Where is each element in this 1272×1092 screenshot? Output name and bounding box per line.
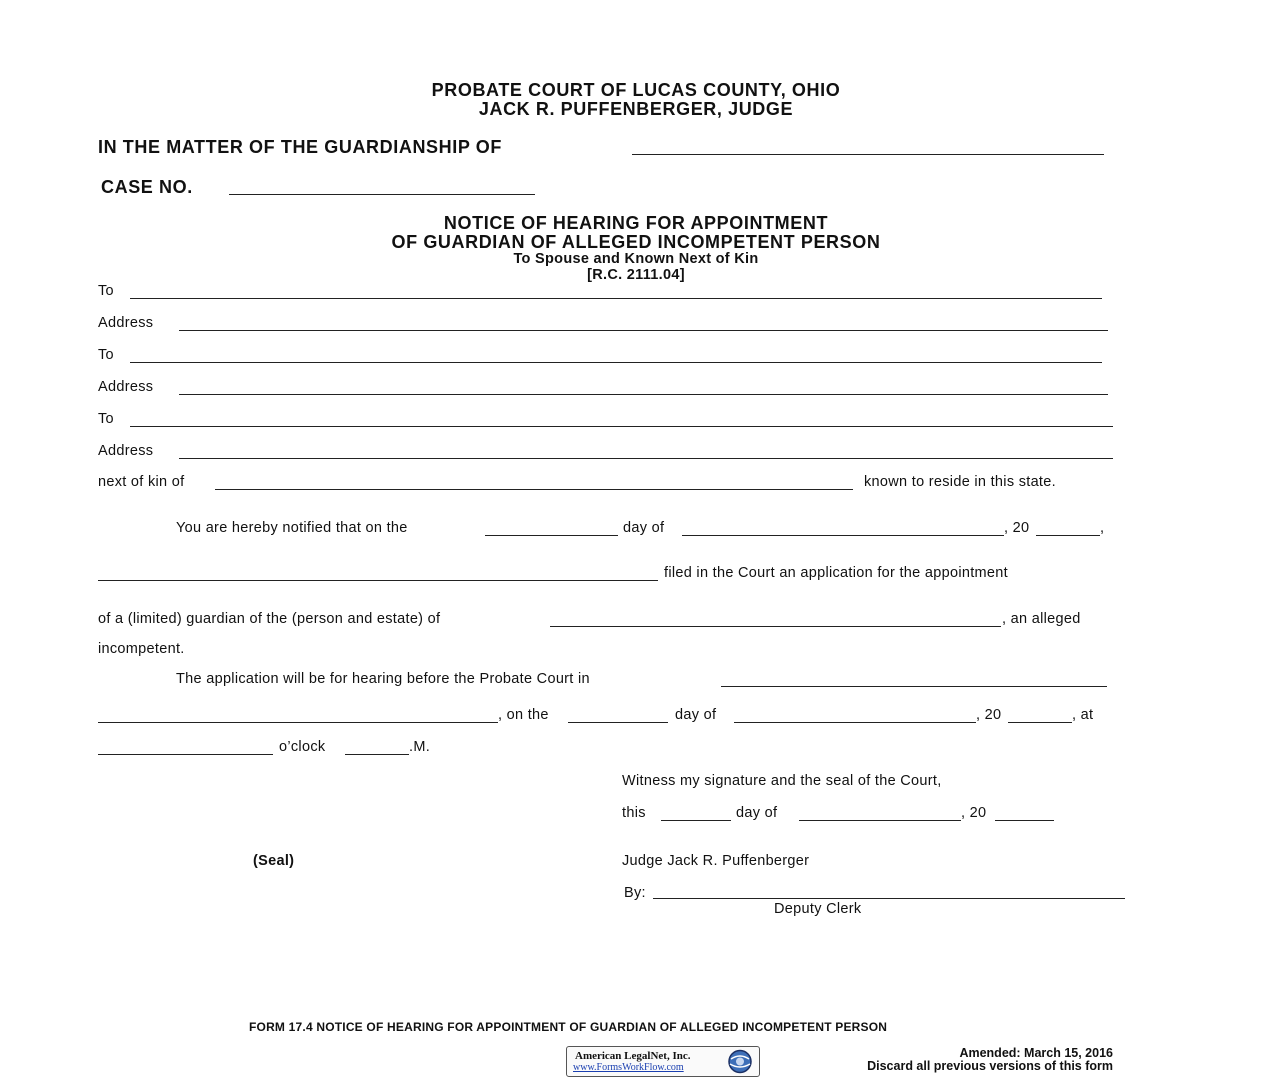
recipient-1-name-field[interactable] <box>130 298 1102 299</box>
next-of-kin-label: next of kin of <box>98 474 185 490</box>
am-pm-field[interactable] <box>345 754 409 755</box>
court-location-field[interactable] <box>721 686 1107 687</box>
oclock-text: o’clock <box>279 739 326 755</box>
witness-month-field[interactable] <box>799 820 961 821</box>
filed-text: filed in the Court an application for the appointment <box>664 565 1008 581</box>
next-of-kin-field[interactable] <box>215 489 853 490</box>
notice-title-line2: OF GUARDIAN OF ALLEGED INCOMPETENT PERSON <box>391 232 881 252</box>
to-label: To <box>98 347 114 363</box>
at-text: , at <box>1072 707 1094 723</box>
case-number-field[interactable] <box>229 194 535 195</box>
court-location-continued-field[interactable] <box>98 722 498 723</box>
recipient-2-name-field[interactable] <box>130 362 1102 363</box>
recipient-2-address-field[interactable] <box>179 394 1108 395</box>
hearing-month-field[interactable] <box>734 722 976 723</box>
statute-reference: [R.C. 2111.04] <box>587 267 685 283</box>
logo-company-name: American LegalNet, Inc. <box>575 1050 691 1062</box>
hearing-day-field[interactable] <box>568 722 668 723</box>
form-title-footer: FORM 17.4 NOTICE OF HEARING FOR APPOINTMENT OF GUARDIAN OF ALLEGED INCOMPETENT PERSON <box>249 1020 888 1034</box>
witness-this-text: this <box>622 805 646 821</box>
application-text: The application will be for hearing before the Probate Court in <box>176 671 590 687</box>
witness-text: Witness my signature and the seal of the Court, <box>622 773 942 789</box>
guardianship-name-field[interactable] <box>632 154 1104 155</box>
alleged-text: , an alleged <box>1002 611 1081 627</box>
notice-subtitle: To Spouse and Known Next of Kin <box>513 251 759 267</box>
globe-icon <box>725 1049 755 1074</box>
comma: , <box>1100 520 1105 536</box>
applicant-field[interactable] <box>98 580 658 581</box>
by-label: By: <box>624 885 646 901</box>
deputy-clerk-label: Deputy Clerk <box>774 901 862 917</box>
judge-signature-name: Judge Jack R. Puffenberger <box>622 853 810 869</box>
logo-url[interactable]: www.FormsWorkFlow.com <box>573 1062 684 1073</box>
guardian-of-text: of a (limited) guardian of the (person and estate) of <box>98 611 441 627</box>
to-label: To <box>98 283 114 299</box>
witness-year-field[interactable] <box>995 820 1054 821</box>
hearing-time-field[interactable] <box>98 754 273 755</box>
to-label: To <box>98 411 114 427</box>
notice-title-line1: NOTICE OF HEARING FOR APPOINTMENT <box>443 213 829 233</box>
recipient-3-address-field[interactable] <box>179 458 1113 459</box>
reside-text: known to reside in this state. <box>864 474 1056 490</box>
notice-month-field[interactable] <box>682 535 1004 536</box>
witness-day-field[interactable] <box>661 820 731 821</box>
incompetent-text: incompetent. <box>98 641 185 657</box>
amended-date: Amended: March 15, 2016 <box>959 1046 1113 1060</box>
alleged-incompetent-name-field[interactable] <box>550 626 1001 627</box>
on-the-text: , on the <box>498 707 549 723</box>
witness-day-of-text: day of <box>736 805 778 821</box>
case-number-label: CASE NO. <box>101 177 193 197</box>
recipient-3-name-field[interactable] <box>130 426 1113 427</box>
notice-year-field[interactable] <box>1036 535 1100 536</box>
judge-name: JACK R. PUFFENBERGER, JUDGE <box>478 99 794 119</box>
notice-day-field[interactable] <box>485 535 618 536</box>
address-label: Address <box>98 443 154 459</box>
year-prefix: , 20 <box>1004 520 1030 536</box>
seal-label: (Seal) <box>253 853 295 869</box>
american-legalnet-logo[interactable] <box>566 1046 760 1077</box>
matter-label: IN THE MATTER OF THE GUARDIANSHIP OF <box>98 137 502 157</box>
day-of-text: day of <box>675 707 717 723</box>
deputy-clerk-signature-field[interactable] <box>653 898 1125 899</box>
year-prefix: , 20 <box>976 707 1002 723</box>
court-name: PROBATE COURT OF LUCAS COUNTY, OHIO <box>431 80 841 100</box>
day-of-text: day of <box>623 520 665 536</box>
address-label: Address <box>98 315 154 331</box>
notified-text: You are hereby notified that on the <box>176 520 408 536</box>
witness-year-prefix: , 20 <box>961 805 987 821</box>
meridiem-text: .M. <box>409 739 431 755</box>
address-label: Address <box>98 379 154 395</box>
recipient-1-address-field[interactable] <box>179 330 1108 331</box>
hearing-year-field[interactable] <box>1008 722 1072 723</box>
discard-notice: Discard all previous versions of this form <box>867 1059 1113 1073</box>
